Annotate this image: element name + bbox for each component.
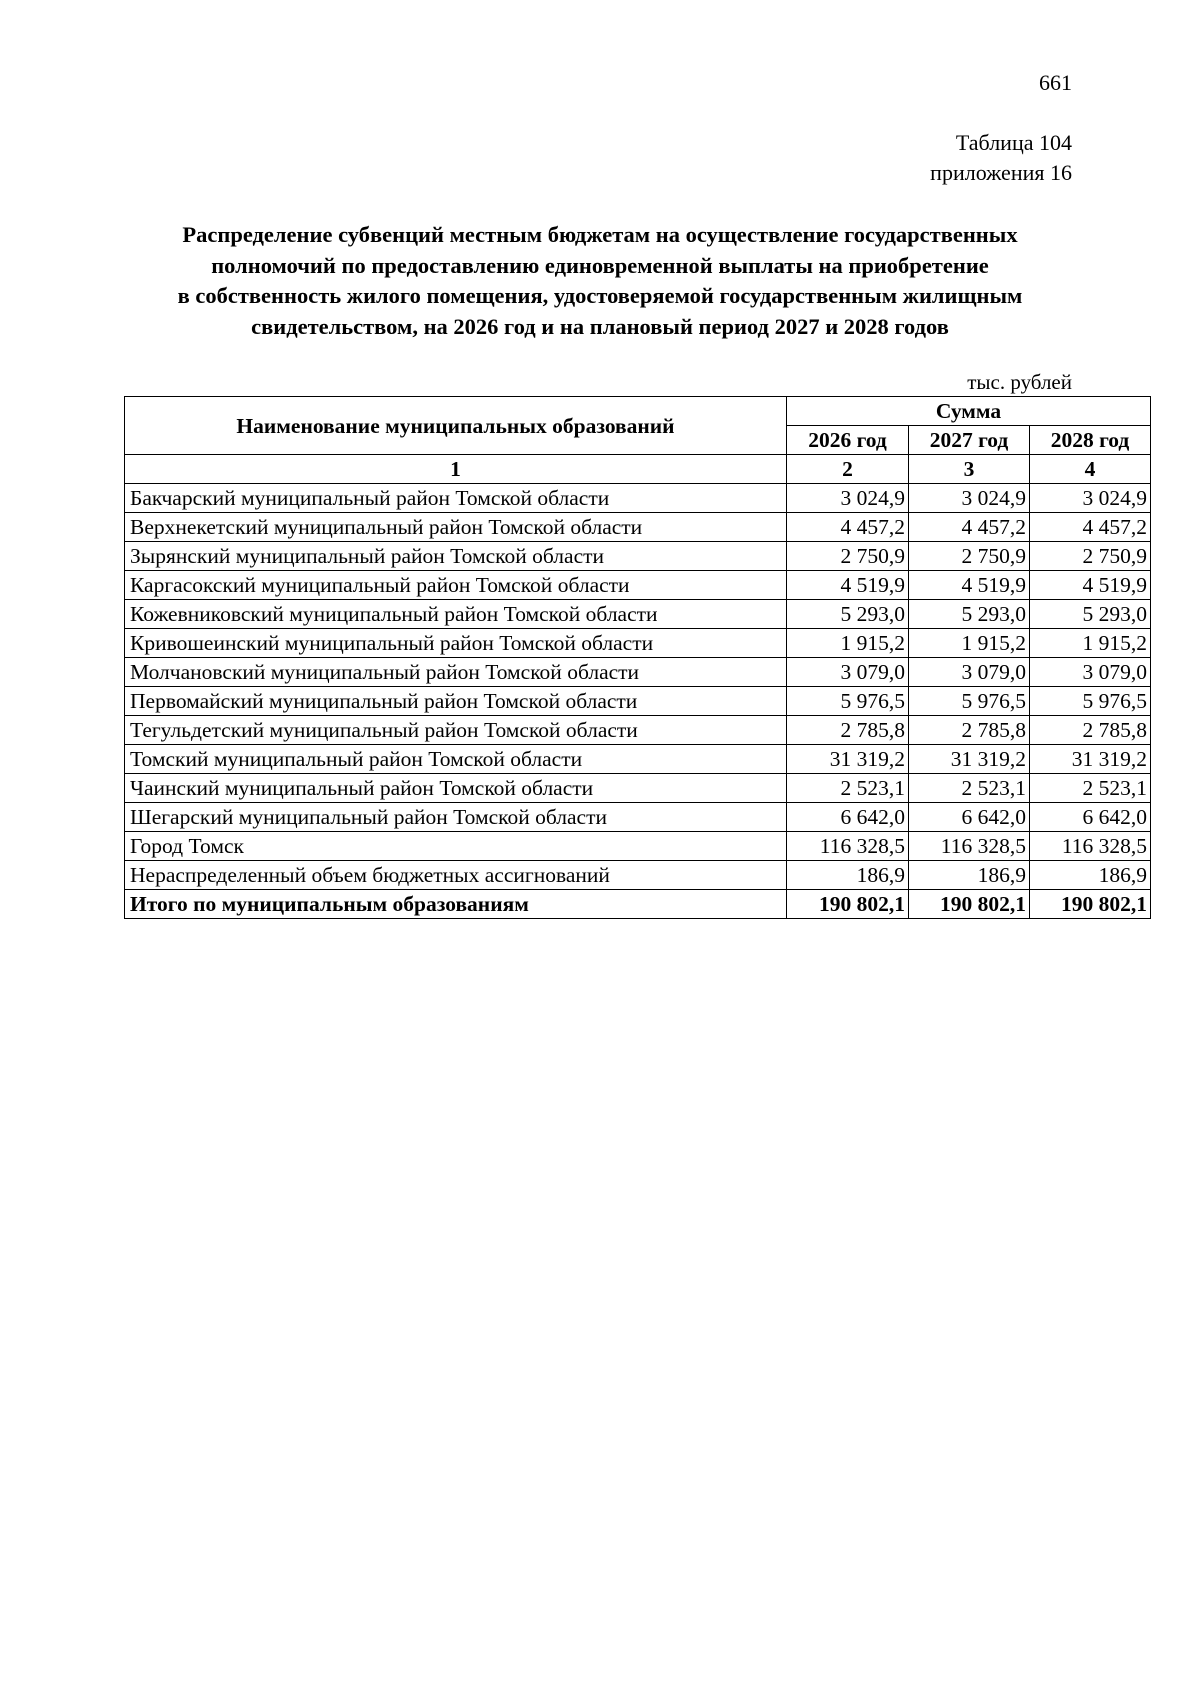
table-row — [125, 629, 1151, 658]
amount-2027-cell: 3 024,9 — [909, 484, 1030, 513]
column-index-cell: 2 — [787, 455, 909, 484]
header-year-2026: 2026 год — [787, 426, 909, 455]
table-reference — [930, 128, 1072, 188]
table-total-row — [125, 890, 1151, 919]
amount-2027-cell: 5 293,0 — [909, 600, 1030, 629]
column-index-cell: 1 — [125, 455, 787, 484]
total-2027-cell: 190 802,1 — [909, 890, 1030, 919]
document-title-line3: в собственность жилого помещения, удостоверяемой государственным жилищным — [177, 283, 1023, 308]
total-2028-cell: 190 802,1 — [1030, 890, 1151, 919]
table-reference-line2: приложения 16 — [930, 160, 1072, 185]
amount-2026-cell: 1 915,2 — [787, 629, 909, 658]
amount-2028-cell: 5 293,0 — [1030, 600, 1151, 629]
amount-2026-cell: 5 293,0 — [787, 600, 909, 629]
amount-2027-cell: 2 523,1 — [909, 774, 1030, 803]
amount-2026-cell: 2 750,9 — [787, 542, 909, 571]
amount-2026-cell: 3 079,0 — [787, 658, 909, 687]
table-row — [125, 745, 1151, 774]
amount-2027-cell: 4 519,9 — [909, 571, 1030, 600]
amount-2028-cell: 6 642,0 — [1030, 803, 1151, 832]
amount-2027-cell: 2 750,9 — [909, 542, 1030, 571]
table-row — [125, 658, 1151, 687]
amount-2028-cell: 2 750,9 — [1030, 542, 1151, 571]
page-number: 661 — [1039, 70, 1072, 95]
municipality-name-cell: Нераспределенный объем бюджетных ассигнований — [125, 861, 787, 890]
table-header-row — [125, 397, 1151, 426]
document-title-line1: Распределение субвенций местным бюджетам на осуществление государственных — [182, 222, 1018, 247]
amount-2028-cell: 4 519,9 — [1030, 571, 1151, 600]
table-row — [125, 513, 1151, 542]
municipality-name-cell: Кожевниковский муниципальный район Томской области — [125, 600, 787, 629]
amount-2028-cell: 1 915,2 — [1030, 629, 1151, 658]
amount-2028-cell: 2 785,8 — [1030, 716, 1151, 745]
amount-2028-cell: 186,9 — [1030, 861, 1151, 890]
amount-2027-cell: 4 457,2 — [909, 513, 1030, 542]
amount-2027-cell: 31 319,2 — [909, 745, 1030, 774]
subvention-table — [124, 396, 1151, 919]
amount-2026-cell: 4 519,9 — [787, 571, 909, 600]
amount-2027-cell: 116 328,5 — [909, 832, 1030, 861]
table-row — [125, 716, 1151, 745]
column-index-cell: 3 — [909, 455, 1030, 484]
table-row — [125, 600, 1151, 629]
column-index-cell: 4 — [1030, 455, 1151, 484]
column-index-row — [125, 455, 1151, 484]
table-reference-line1: Таблица 104 — [955, 130, 1072, 155]
amount-2026-cell: 116 328,5 — [787, 832, 909, 861]
municipality-name-cell: Шегарский муниципальный район Томской области — [125, 803, 787, 832]
document-title-line4: свидетельством, на 2026 год и на плановый период 2027 и 2028 годов — [251, 313, 949, 339]
amount-2026-cell: 186,9 — [787, 861, 909, 890]
table-row — [125, 484, 1151, 513]
amount-2028-cell: 116 328,5 — [1030, 832, 1151, 861]
table-row — [125, 832, 1151, 861]
amount-2026-cell: 6 642,0 — [787, 803, 909, 832]
total-label-cell: Итого по муниципальным образованиям — [125, 890, 787, 919]
table-row — [125, 861, 1151, 890]
amount-2028-cell: 5 976,5 — [1030, 687, 1151, 716]
table-row — [125, 774, 1151, 803]
header-year-2028: 2028 год — [1030, 426, 1151, 455]
amount-2026-cell: 2 523,1 — [787, 774, 909, 803]
document-title — [110, 220, 1090, 342]
header-municipality-name: Наименование муниципальных образований — [125, 397, 787, 455]
amount-2026-cell: 5 976,5 — [787, 687, 909, 716]
municipality-name-cell: Бакчарский муниципальный район Томской области — [125, 484, 787, 513]
header-sum-group: Сумма — [787, 397, 1151, 426]
amount-2026-cell: 3 024,9 — [787, 484, 909, 513]
municipality-name-cell: Верхнекетский муниципальный район Томской области — [125, 513, 787, 542]
document-title-line2: полномочий по предоставлению единовременной выплаты на приобретение — [211, 252, 989, 278]
amount-2026-cell: 2 785,8 — [787, 716, 909, 745]
amount-2027-cell: 5 976,5 — [909, 687, 1030, 716]
municipality-name-cell: Молчановский муниципальный район Томской области — [125, 658, 787, 687]
municipality-name-cell: Город Томск — [125, 832, 787, 861]
amount-2026-cell: 31 319,2 — [787, 745, 909, 774]
municipality-name-cell: Зырянский муниципальный район Томской области — [125, 542, 787, 571]
amount-2026-cell: 4 457,2 — [787, 513, 909, 542]
municipality-name-cell: Кривошеинский муниципальный район Томской области — [125, 629, 787, 658]
table-row — [125, 542, 1151, 571]
header-year-2027: 2027 год — [909, 426, 1030, 455]
amount-2027-cell: 2 785,8 — [909, 716, 1030, 745]
municipality-name-cell: Чаинский муниципальный район Томской области — [125, 774, 787, 803]
amount-2028-cell: 2 523,1 — [1030, 774, 1151, 803]
table-row — [125, 803, 1151, 832]
municipality-name-cell: Каргасокский муниципальный район Томской области — [125, 571, 787, 600]
municipality-name-cell: Тегульдетский муниципальный район Томской области — [125, 716, 787, 745]
municipality-name-cell: Томский муниципальный район Томской области — [125, 745, 787, 774]
amount-2027-cell: 6 642,0 — [909, 803, 1030, 832]
total-2026-cell: 190 802,1 — [787, 890, 909, 919]
municipality-name-cell: Первомайский муниципальный район Томской области — [125, 687, 787, 716]
amount-2027-cell: 1 915,2 — [909, 629, 1030, 658]
table-row — [125, 687, 1151, 716]
amount-2028-cell: 31 319,2 — [1030, 745, 1151, 774]
amount-2028-cell: 4 457,2 — [1030, 513, 1151, 542]
units-label: тыс. рублей — [967, 370, 1072, 394]
amount-2028-cell: 3 024,9 — [1030, 484, 1151, 513]
amount-2027-cell: 3 079,0 — [909, 658, 1030, 687]
amount-2028-cell: 3 079,0 — [1030, 658, 1151, 687]
amount-2027-cell: 186,9 — [909, 861, 1030, 890]
table-row — [125, 571, 1151, 600]
